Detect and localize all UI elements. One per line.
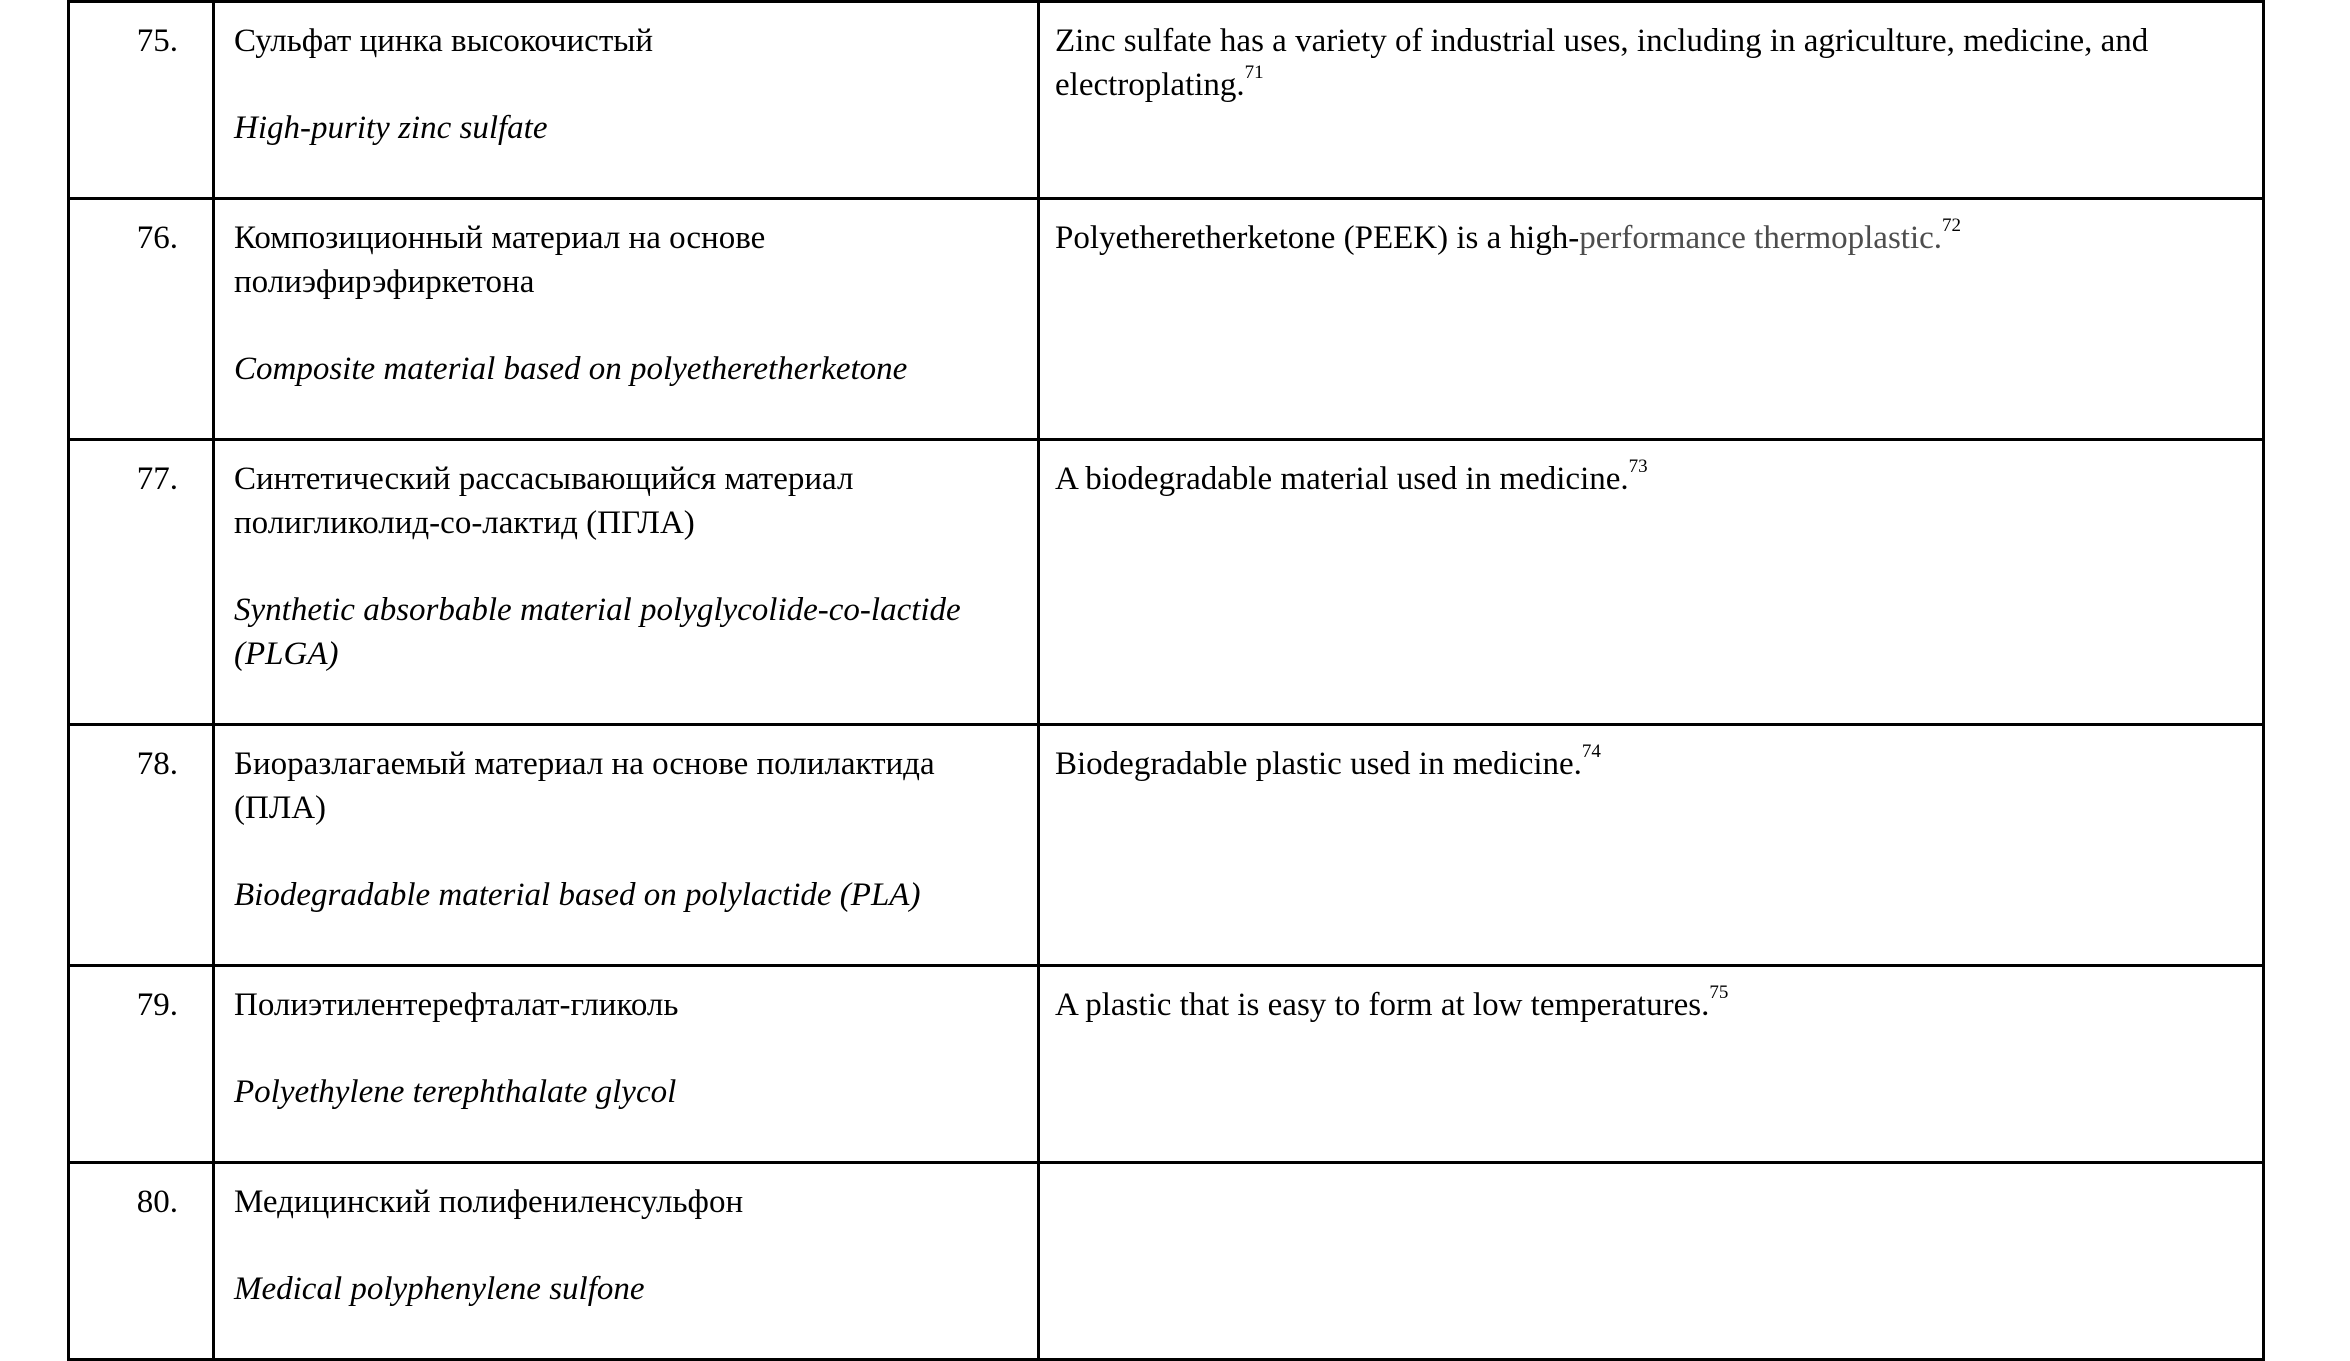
description-cell xyxy=(1039,199,2264,440)
russian-name: Медицинский полифениленсульфон xyxy=(234,1184,744,1220)
row-number: 78. xyxy=(69,725,214,966)
footnote-ref: 71 xyxy=(1244,62,1264,83)
description-text: Zinc sulfate has a variety of industrial uses, including in agriculture, medicine, and electroplating. xyxy=(1055,23,2149,103)
russian-name: Сульфат цинка высокочистый xyxy=(234,23,654,59)
row-number: 77. xyxy=(69,440,214,725)
description-text: A biodegradable material used in medicine. xyxy=(1055,461,1629,497)
english-name: Composite material based on polyetheretherketone xyxy=(234,351,908,387)
russian-name: Синтетический рассасывающийся материал полигликолид-со-лактид (ПГЛА) xyxy=(234,461,854,541)
description-cell xyxy=(1039,1163,2264,1360)
material-name-cell xyxy=(214,199,1039,440)
russian-name: Композиционный материал на основе полиэфирэфиркетона xyxy=(234,220,766,300)
description-cell xyxy=(1039,440,2264,725)
english-name: Biodegradable material based on polylactide (PLA) xyxy=(234,877,921,913)
table-row xyxy=(69,199,2264,440)
footnote-ref: 73 xyxy=(1628,456,1648,477)
english-name: Polyethylene terephthalate glycol xyxy=(234,1074,677,1110)
english-name: High-purity zinc sulfate xyxy=(234,110,548,146)
description-cell xyxy=(1039,725,2264,966)
table-row xyxy=(69,2,2264,199)
description-cell xyxy=(1039,966,2264,1163)
russian-name: Биоразлагаемый материал на основе полилактида (ПЛА) xyxy=(234,746,935,826)
description-text: Biodegradable plastic used in medicine. xyxy=(1055,746,1582,782)
materials-table xyxy=(67,0,2265,1361)
english-name: Synthetic absorbable material polyglycolide-co-lactide (PLGA) xyxy=(234,592,961,672)
russian-name: Полиэтилентерефталат-гликоль xyxy=(234,987,679,1023)
table-row xyxy=(69,725,2264,966)
footnote-ref: 74 xyxy=(1581,741,1601,762)
description-text: Polyetheretherketone (PEEK) is a high- xyxy=(1055,220,1580,256)
footnote-ref: 72 xyxy=(1942,215,1962,236)
row-number: 79. xyxy=(69,966,214,1163)
description-text-gray: performance thermoplastic. xyxy=(1579,220,1943,256)
material-name-cell xyxy=(214,440,1039,725)
table-row xyxy=(69,1163,2264,1360)
row-number: 80. xyxy=(69,1163,214,1360)
row-number: 76. xyxy=(69,199,214,440)
material-name-cell xyxy=(214,1163,1039,1360)
description-text: A plastic that is easy to form at low temperatures. xyxy=(1055,987,1710,1023)
material-name-cell xyxy=(214,725,1039,966)
material-name-cell xyxy=(214,966,1039,1163)
row-number: 75. xyxy=(69,2,214,199)
table-row xyxy=(69,440,2264,725)
table-row xyxy=(69,966,2264,1163)
description-cell xyxy=(1039,2,2264,199)
material-name-cell xyxy=(214,2,1039,199)
footnote-ref: 75 xyxy=(1709,982,1729,1003)
english-name: Medical polyphenylene sulfone xyxy=(234,1271,645,1307)
